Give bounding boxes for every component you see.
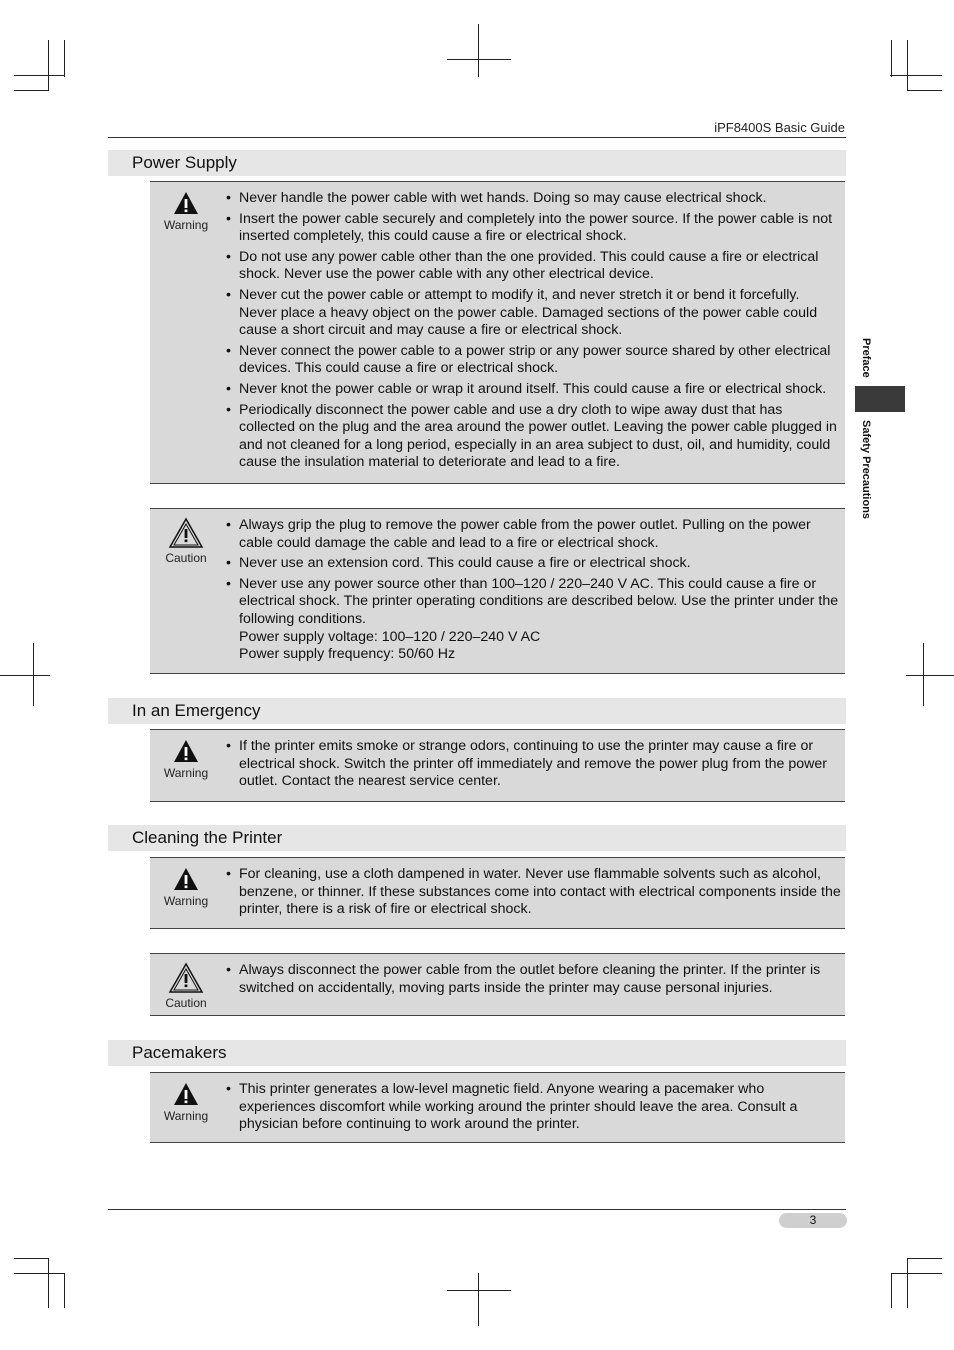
warning-icon bbox=[173, 190, 199, 216]
footer-rule bbox=[108, 1209, 846, 1210]
list-item bbox=[222, 576, 841, 664]
crop-mark bbox=[891, 1273, 942, 1274]
crop-mark bbox=[14, 90, 49, 91]
warning-box-cleaning bbox=[150, 857, 845, 929]
crop-mark bbox=[907, 90, 942, 91]
list-item: • Never connect the power cable to a power strip or any power source shared by other electrical devices. This could cause a fire or electrical shock. bbox=[222, 343, 841, 378]
section-title-emergency: In an Emergency bbox=[108, 698, 846, 724]
warning-box-power-supply bbox=[150, 181, 845, 484]
crop-mark bbox=[891, 40, 892, 77]
crop-mark bbox=[890, 75, 942, 76]
caution-list bbox=[222, 517, 841, 665]
warning-list bbox=[222, 738, 841, 793]
crop-mark bbox=[14, 1273, 64, 1274]
section-title-pacemakers: Pacemakers bbox=[108, 1040, 846, 1066]
warning-list bbox=[222, 190, 841, 475]
crop-mark bbox=[48, 40, 49, 91]
caution-label: Caution bbox=[165, 551, 207, 565]
crop-mark bbox=[891, 1273, 892, 1308]
warning-box-pacemakers bbox=[150, 1072, 845, 1143]
sidebar-chapter[interactable]: Preface bbox=[860, 338, 872, 378]
caution-icon bbox=[168, 517, 204, 549]
crop-mark bbox=[447, 1290, 511, 1291]
list-item: • Do not use any power cable other than the one provided. This could cause a fire or electrical shock. Never use the power cable with any other electrical device. bbox=[222, 249, 841, 284]
caution-icon bbox=[168, 962, 204, 994]
list-item: • Periodically disconnect the power cable and use a dry cloth to wipe away dust that has collected on the plug and the area around the power outlet. Leaving the power cable plugged in and not cleaned for a long period, especially in an area subject to dust, oil, and humidity, could cause the insulation material to deteriorate and lead to a fire. bbox=[222, 402, 841, 472]
warning-label: Warning bbox=[163, 1109, 209, 1123]
crop-mark bbox=[0, 675, 50, 676]
list-item: • Never knot the power cable or wrap it around itself. This could cause a fire or electrical shock. bbox=[222, 381, 841, 399]
caution-list bbox=[222, 962, 841, 1007]
caution-box-power-supply bbox=[150, 508, 845, 674]
crop-mark bbox=[907, 40, 908, 91]
list-item: • Never handle the power cable with wet hands. Doing so may cause electrical shock. bbox=[222, 190, 841, 208]
warning-icon bbox=[173, 1081, 199, 1107]
warning-label: Warning bbox=[163, 766, 209, 780]
list-item-text: Never use any power source other than 100–120 / 220–240 V AC. This could cause a fire or electrical shock. The printer operating conditions are described below. Use the printer under the following conditions. bbox=[239, 575, 839, 627]
crop-mark bbox=[478, 1273, 479, 1326]
list-item: • Always grip the plug to remove the power cable from the power outlet. Pulling on the power cable could damage the cable and lead to a fire or electrical shock. bbox=[222, 517, 841, 552]
crop-mark bbox=[64, 1273, 65, 1308]
crop-mark bbox=[14, 1258, 49, 1259]
section-title-power-supply: Power Supply bbox=[108, 150, 846, 176]
crop-mark bbox=[14, 75, 64, 76]
list-item: • Always disconnect the power cable from the outlet before cleaning the printer. If the printer is switched on accidentally, moving parts inside the printer may cause personal injuries. bbox=[222, 962, 841, 997]
warning-list bbox=[222, 866, 841, 920]
power-frequency-spec: Power supply frequency: 50/60 Hz bbox=[239, 646, 456, 663]
list-item: • Never use an extension cord. This could cause a fire or electrical shock. bbox=[222, 555, 841, 573]
crop-mark bbox=[447, 59, 511, 60]
warning-box-emergency bbox=[150, 729, 845, 802]
power-voltage-spec: Power supply voltage: 100–120 / 220–240 V AC bbox=[239, 628, 541, 645]
warning-label: Warning bbox=[163, 894, 209, 908]
crop-mark bbox=[923, 643, 924, 706]
header-rule bbox=[108, 137, 846, 138]
crop-mark bbox=[907, 1258, 942, 1259]
crop-mark bbox=[907, 1258, 908, 1308]
caution-box-cleaning bbox=[150, 953, 845, 1016]
list-item: • For cleaning, use a cloth dampened in water. Never use flammable solvents such as alcohol, benzene, or thinner. If these substances come into contact with electrical components inside the printer, there is a risk of fire or electrical shock. bbox=[222, 866, 841, 919]
crop-mark bbox=[906, 675, 954, 676]
list-item: • Never cut the power cable or attempt to modify it, and never stretch it or bend it forcefully. Never place a heavy object on the power cable. Damaged sections of the power cable could cause a short circuit and may cause a fire or electrical shock. bbox=[222, 287, 841, 340]
page-number: 3 bbox=[779, 1213, 847, 1228]
warning-icon bbox=[173, 866, 199, 892]
crop-mark bbox=[33, 643, 34, 706]
warning-icon bbox=[173, 738, 199, 764]
crop-mark bbox=[478, 24, 479, 77]
section-title-cleaning: Cleaning the Printer bbox=[108, 825, 846, 851]
caution-label: Caution bbox=[165, 996, 207, 1010]
crop-mark bbox=[64, 40, 65, 77]
guide-title: iPF8400S Basic Guide bbox=[714, 120, 845, 135]
list-item: • Insert the power cable securely and completely into the power source. If the power cable is not inserted completely, this could cause a fire or electrical shock. bbox=[222, 211, 841, 246]
sidebar-section[interactable]: Safety Precautions bbox=[860, 420, 872, 520]
list-item: • This printer generates a low-level magnetic field. Anyone wearing a pacemaker who experiences discomfort while working around the printer should leave the area. Consult a physician before continuing to work around the printer. bbox=[222, 1081, 841, 1134]
sidebar-active-tab bbox=[855, 386, 905, 412]
warning-label: Warning bbox=[163, 218, 209, 232]
crop-mark bbox=[48, 1258, 49, 1308]
list-item: • If the printer emits smoke or strange odors, continuing to use the printer may cause a fire or electrical shock. Switch the printer off immediately and remove the power plug from the power outlet. Contact the nearest service center. bbox=[222, 738, 841, 791]
warning-list bbox=[222, 1081, 841, 1134]
